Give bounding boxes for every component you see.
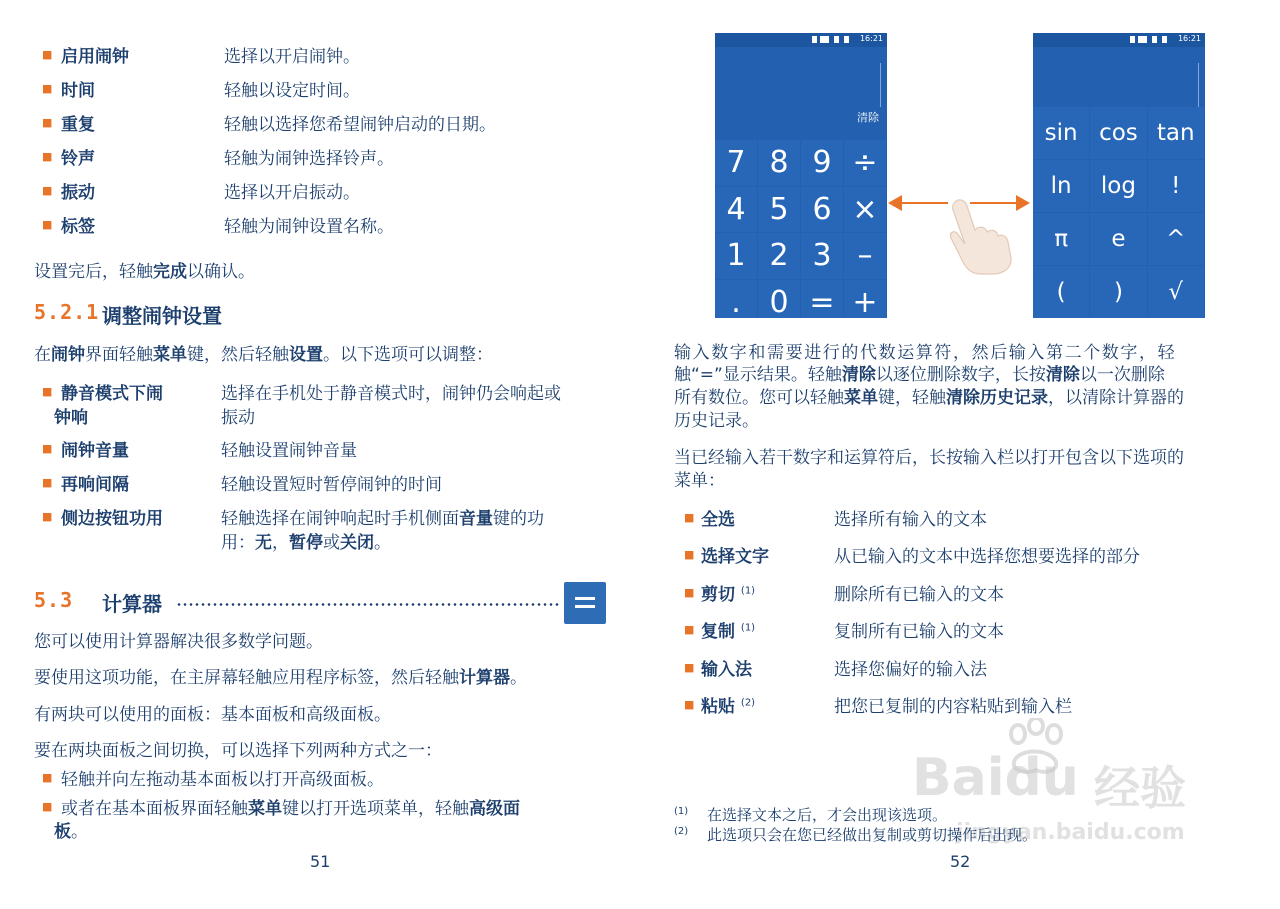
option-desc: 把您已复制的内容粘贴到输入栏 — [834, 697, 1072, 717]
option-desc: 轻触设置闹钟音量 — [221, 441, 357, 461]
battery-icon — [834, 36, 839, 43]
status-time: 16:21 — [1177, 34, 1201, 43]
option-term — [701, 580, 755, 605]
basic-panel-screenshot — [715, 33, 887, 318]
basic-keypad — [715, 140, 887, 318]
page-number: 52 — [950, 852, 971, 871]
footnote-text: 在选择文本之后，才会出现该选项。 — [707, 806, 948, 824]
calc-key[interactable]: 0 — [758, 280, 800, 319]
signal-icon — [820, 36, 829, 43]
calc-key[interactable]: √ — [1148, 266, 1204, 318]
calc-key[interactable]: tan — [1148, 107, 1204, 159]
text-run: 。 — [71, 822, 88, 842]
bullet: ■ — [42, 150, 53, 163]
term-text: 剪切 — [701, 585, 735, 605]
calc-key[interactable]: – — [844, 233, 886, 279]
bullet: ■ — [42, 442, 53, 455]
option-term — [701, 542, 769, 567]
text-run: 以一次删除 — [1079, 365, 1165, 385]
text-run: 所有数位。您可以轻触 — [674, 388, 844, 408]
section-title: 调整闹钟设置 — [102, 304, 222, 328]
calc-usage-line — [674, 383, 1184, 408]
option-desc: 轻触以设定时间。 — [224, 81, 360, 101]
calc-key[interactable]: ! — [1148, 160, 1204, 212]
text-run-bold: 关闭 — [340, 533, 374, 553]
calc-key[interactable]: 1 — [715, 233, 757, 279]
option-term: 铃声 — [61, 149, 95, 169]
text-run: 键，轻触 — [878, 388, 946, 408]
option-term: 闹钟音量 — [61, 441, 129, 461]
text-run-bold: 完成 — [153, 262, 187, 282]
watermark-url: jingyan.baidu.com — [956, 820, 1185, 845]
term-text: 复制 — [701, 622, 735, 642]
option-desc — [221, 504, 544, 529]
footnote-mark: (1) — [674, 806, 689, 817]
bullet: ■ — [684, 698, 695, 711]
option-desc: 轻触为闹钟选择铃声。 — [224, 149, 394, 169]
bullet: ■ — [42, 218, 53, 231]
text-run-bold: 清除历史记录 — [946, 388, 1048, 408]
option-desc: 复制所有已输入的文本 — [834, 622, 1004, 642]
text-run: 。以下选项可以调整： — [323, 345, 493, 365]
text-run: 要使用这项功能，在主屏幕轻触应用程序标签，然后轻触 — [34, 668, 459, 688]
text-run: 界面轻触 — [85, 345, 153, 365]
bullet: ■ — [684, 511, 695, 524]
calc-usage-line: 历史记录。 — [674, 411, 759, 431]
swipe-arrow-left — [898, 202, 948, 204]
option-term — [701, 692, 755, 717]
calc-bullet-text — [61, 794, 520, 819]
confirm-text — [34, 257, 255, 282]
option-term — [701, 617, 755, 642]
calc-key[interactable]: 7 — [715, 140, 757, 186]
calc-key[interactable]: e — [1090, 213, 1146, 265]
footnote-mark: (2) — [674, 826, 689, 837]
adjust-intro — [34, 340, 493, 365]
calc-key[interactable]: ^ — [1148, 213, 1204, 265]
bullet: ■ — [42, 82, 53, 95]
option-desc: 选择在手机处于静音模式时，闹钟仍会响起或 — [221, 384, 561, 404]
calc-key[interactable]: = — [801, 280, 843, 319]
term-text: 粘贴 — [701, 697, 735, 717]
calc-paragraph: 有两块可以使用的面板：基本面板和高级面板。 — [34, 705, 391, 725]
sim-icon — [812, 36, 817, 43]
option-term — [701, 505, 735, 530]
text-run-bold: 菜单 — [844, 388, 878, 408]
calc-bullet-text: 轻触并向左拖动基本面板以打开高级面板。 — [61, 770, 384, 790]
text-run-bold: 菜单 — [248, 799, 282, 819]
text-run-bold: 板 — [54, 822, 71, 842]
text-run: 用： — [221, 533, 255, 553]
calc-key[interactable]: sin — [1033, 107, 1089, 159]
option-term — [701, 655, 752, 680]
calc-paragraph — [34, 663, 527, 688]
calc-key[interactable]: ln — [1033, 160, 1089, 212]
calc-key[interactable]: 5 — [758, 187, 800, 233]
bullet: ■ — [684, 548, 695, 561]
text-run-bold: 无 — [255, 533, 272, 553]
calc-usage-line — [674, 360, 1165, 385]
signal-icon — [1138, 36, 1147, 43]
calc-usage-line: 输入数字和需要进行的代数运算符，然后输入第二个数字，轻 — [674, 343, 1177, 363]
text-run: 。 — [510, 668, 527, 688]
text-run-bold: 音量 — [459, 509, 493, 529]
option-term: 时间 — [61, 81, 95, 101]
option-term-cont: 钟响 — [54, 408, 88, 428]
calc-key[interactable]: × — [844, 187, 886, 233]
option-term: 静音模式下闹 — [61, 384, 163, 404]
option-desc: 轻触设置短时暂停闹钟的时间 — [221, 475, 442, 495]
calc-key[interactable]: 3 — [801, 233, 843, 279]
status-bar — [1033, 33, 1205, 47]
option-desc: 轻触以选择您希望闹钟启动的日期。 — [224, 115, 496, 135]
section-number: 5.2.1 — [34, 300, 100, 324]
option-desc: 删除所有已输入的文本 — [834, 585, 1004, 605]
option-term: 振动 — [61, 183, 95, 203]
status-bar — [715, 33, 887, 47]
option-term: 启用闹钟 — [61, 47, 129, 67]
footnote-text: 此选项只会在您已经做出复制或剪切操作后出现。 — [707, 826, 1038, 844]
status-time: 16:21 — [859, 34, 883, 43]
text-run: 或 — [323, 533, 340, 553]
text-run: 设置完后，轻触 — [34, 262, 153, 282]
option-term: 标签 — [61, 217, 95, 237]
calc-key[interactable]: 8 — [758, 140, 800, 186]
calc-display[interactable] — [1033, 47, 1205, 107]
advanced-keypad — [1033, 107, 1205, 318]
calculator-icon — [564, 582, 606, 624]
watermark-brand: Baidu — [912, 748, 1079, 808]
page-number: 51 — [310, 852, 331, 871]
calc-key[interactable]: cos — [1090, 107, 1146, 159]
option-desc: 选择您偏好的输入法 — [834, 660, 987, 680]
swipe-hand-icon — [945, 196, 1015, 276]
calc-paragraph: 您可以使用计算器解决很多数学问题。 — [34, 632, 323, 652]
bullet: ■ — [42, 510, 53, 523]
option-desc: 轻触为闹钟设置名称。 — [224, 217, 394, 237]
calc-key[interactable]: ( — [1033, 266, 1089, 318]
calc-key[interactable]: 9 — [801, 140, 843, 186]
text-run: 键，然后轻触 — [187, 345, 289, 365]
option-desc: 从已输入的文本中选择您想要选择的部分 — [834, 547, 1140, 567]
text-run-bold: 清除 — [1045, 365, 1080, 385]
bullet: ■ — [42, 800, 53, 813]
term-text: 输入法 — [701, 660, 752, 680]
bullet: ■ — [42, 116, 53, 129]
calc-paragraph: 要在两块面板之间切换，可以选择下列两种方式之一： — [34, 741, 442, 761]
menu-intro-line: 当已经输入若干数字和运算符后，长按输入栏以打开包含以下选项的 — [674, 448, 1184, 468]
footnote-ref: (1) — [740, 622, 756, 634]
option-desc: 选择以开启闹钟。 — [224, 47, 360, 67]
text-run: 轻触选择在闹钟响起时手机侧面 — [221, 509, 459, 529]
footnote-ref: (2) — [740, 697, 756, 709]
text-run: 。 — [374, 533, 391, 553]
watermark-cn: 经验 — [1094, 761, 1186, 815]
bullet: ■ — [42, 771, 53, 784]
text-run: ， — [272, 533, 289, 553]
option-desc: 选择所有输入的文本 — [834, 510, 987, 530]
footnote-ref: (1) — [740, 585, 756, 597]
option-desc-cont: 振动 — [221, 408, 255, 428]
menu-intro-line: 菜单： — [674, 471, 725, 491]
text-run: 键的功 — [493, 509, 544, 529]
text-run-bold: 高级面 — [469, 799, 520, 819]
text-run: 以确认。 — [187, 262, 255, 282]
text-run-bold: 设置 — [289, 345, 323, 365]
option-term: 重复 — [61, 115, 95, 135]
sim-icon — [1130, 36, 1135, 43]
calc-key[interactable]: 2 — [758, 233, 800, 279]
bullet: ■ — [42, 184, 53, 197]
text-run-bold: 清除 — [841, 365, 876, 385]
advanced-panel-screenshot — [1033, 33, 1205, 318]
calc-key[interactable]: 6 — [801, 187, 843, 233]
text-run: 键以打开选项菜单，轻触 — [282, 799, 469, 819]
term-text: 全选 — [701, 510, 735, 530]
text-run-bold: 闹钟 — [51, 345, 85, 365]
calc-key[interactable]: ) — [1090, 266, 1146, 318]
alarm-icon — [844, 36, 849, 43]
text-run: 触“=”显示结果。轻触 — [674, 365, 842, 385]
arrow-left-icon — [888, 195, 902, 211]
text-run-bold: 计算器 — [459, 668, 510, 688]
calc-key[interactable]: log — [1090, 160, 1146, 212]
battery-icon — [1152, 36, 1157, 43]
option-term: 侧边按钮功用 — [61, 509, 163, 529]
text-run: ，以清除计算器的 — [1048, 388, 1184, 408]
calc-key[interactable]: 4 — [715, 187, 757, 233]
calc-key[interactable]: + — [844, 280, 886, 319]
alarm-icon — [1162, 36, 1167, 43]
bullet: ■ — [42, 476, 53, 489]
calc-key[interactable]: . — [715, 280, 757, 319]
text-run-bold: 暂停 — [289, 533, 323, 553]
section-number: 5.3 — [34, 588, 74, 612]
option-desc: 选择以开启振动。 — [224, 183, 360, 203]
bullet: ■ — [42, 385, 53, 398]
leader-dots — [176, 603, 560, 606]
text-run-bold: 菜单 — [153, 345, 187, 365]
term-text: 选择文字 — [701, 547, 769, 567]
text-run: 以逐位删除数字，长按 — [875, 365, 1046, 385]
calc-key[interactable]: ÷ — [844, 140, 886, 186]
clear-button[interactable]: 清除 — [857, 111, 879, 124]
bullet: ■ — [684, 623, 695, 636]
bullet: ■ — [684, 661, 695, 674]
text-run: 在 — [34, 345, 51, 365]
bullet: ■ — [42, 48, 53, 61]
bullet: ■ — [684, 586, 695, 599]
arrow-right-icon — [1016, 195, 1030, 211]
text-run: 或者在基本面板界面轻触 — [61, 799, 248, 819]
section-title: 计算器 — [102, 592, 162, 616]
option-desc-cont — [221, 528, 391, 553]
calc-bullet-text-cont — [54, 817, 88, 842]
calc-key[interactable]: π — [1033, 213, 1089, 265]
option-term: 再响间隔 — [61, 475, 129, 495]
